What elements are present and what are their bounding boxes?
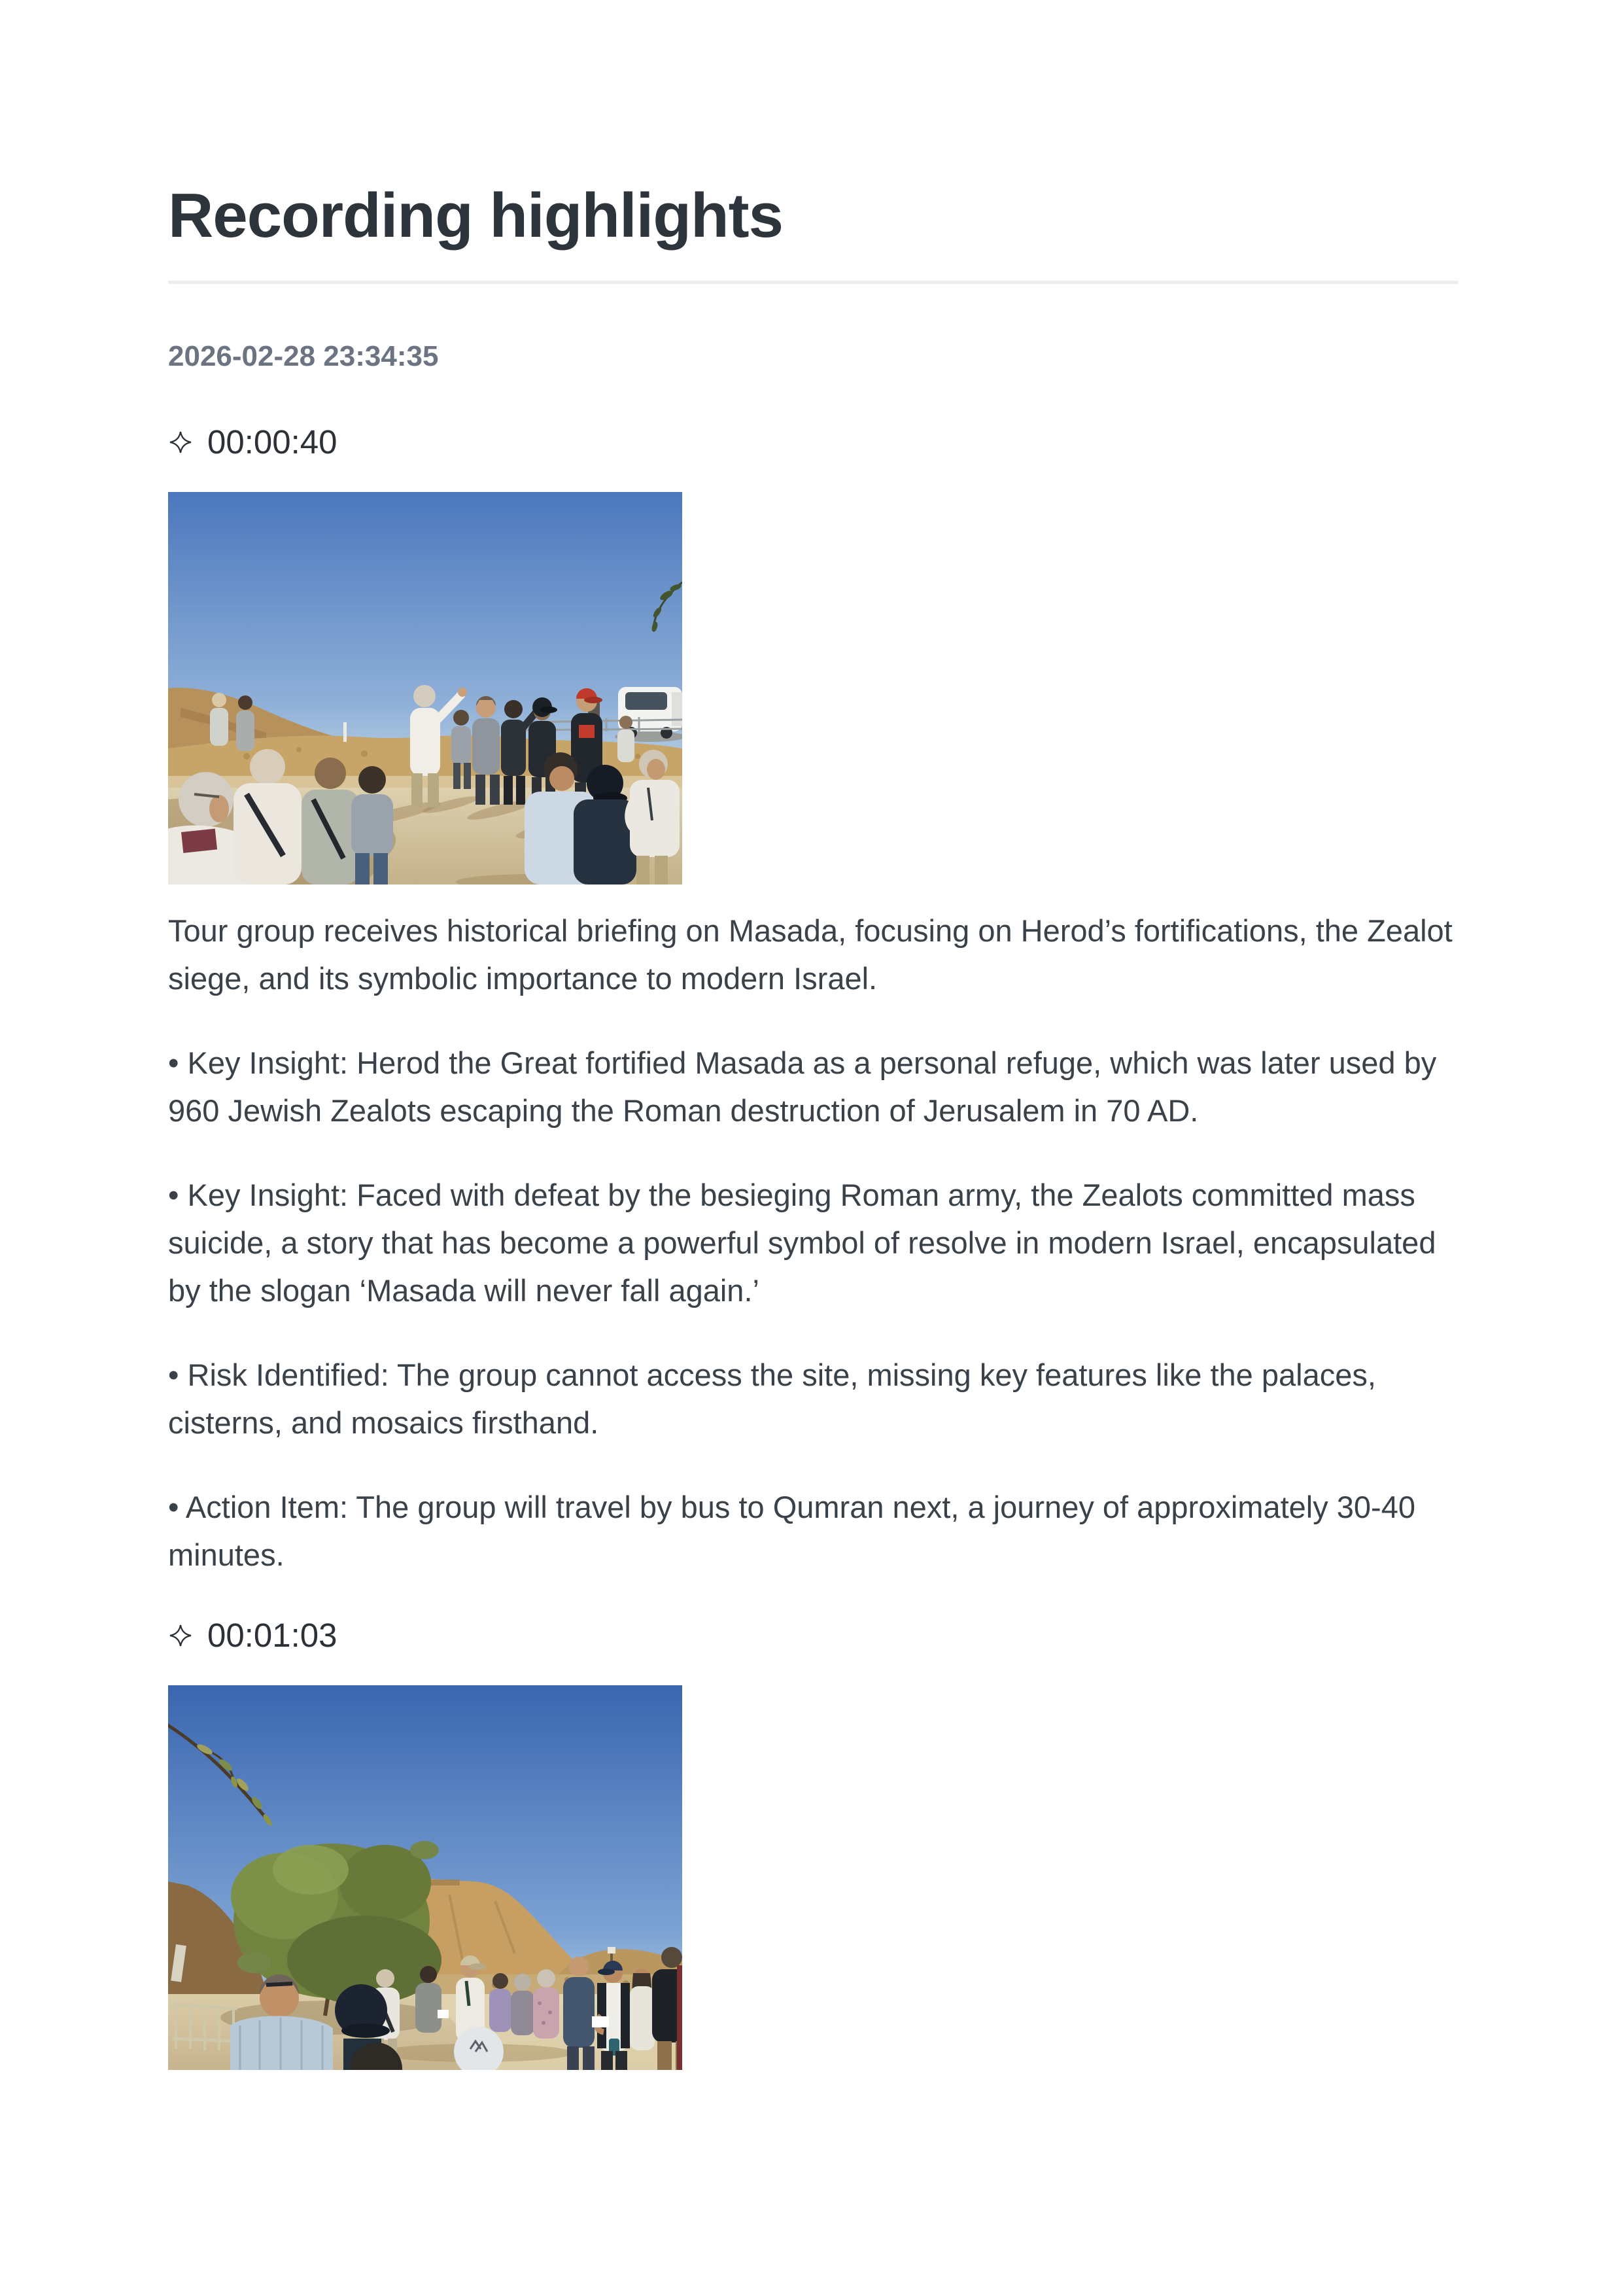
page-title: Recording highlights (168, 181, 783, 251)
photo-masada-mesa (168, 1685, 682, 2070)
timestamp-label-2: 00:01:03 (207, 1617, 337, 1654)
photo2-shrub (220, 1841, 443, 2035)
timeline-marker-1 (168, 421, 1458, 463)
sparkle-icon (168, 430, 193, 455)
document-page (168, 0, 1458, 2070)
recording-timestamp: 2026-02-28 23:34:35 (168, 340, 439, 372)
bullet-action-item: • Action Item: The group will travel by bus to Qumran next, a journey of approximately 30-40 minutes. (168, 1490, 1415, 1572)
bullet-risk-identified: • Risk Identified: The group cannot access the site, missing key features like the palaces, cisterns, and mosaics firsthand. (168, 1358, 1376, 1440)
summary-paragraph: Tour group receives historical briefing on Masada, focusing on Herod’s fortifications, the Zealot siege, and its symbolic importance to modern Israel. (168, 913, 1453, 996)
photo-masada-briefing (168, 492, 682, 885)
photo-masada-mesa-svg (168, 1685, 682, 2070)
bullet-key-insight-2: • Key Insight: Faced with defeat by the besieging Roman army, the Zealots committed mass suicide, a story that has become a powerful symbol of resolve in modern Israel, encapsulated by the slogan ‘Masada will never fall again.’ (168, 1178, 1436, 1308)
sparkle-icon (168, 1623, 193, 1648)
title-divider (168, 281, 1458, 284)
timestamp-label-1: 00:00:40 (207, 423, 337, 461)
bullet-key-insight-1: • Key Insight: Herod the Great fortified Masada as a personal refuge, which was later used by 960 Jewish Zealots escaping the Roman destruction of Jerusalem in 70 AD. (168, 1045, 1437, 1128)
timeline-marker-2 (168, 1614, 1458, 1656)
photo-masada-briefing-svg (168, 492, 682, 885)
